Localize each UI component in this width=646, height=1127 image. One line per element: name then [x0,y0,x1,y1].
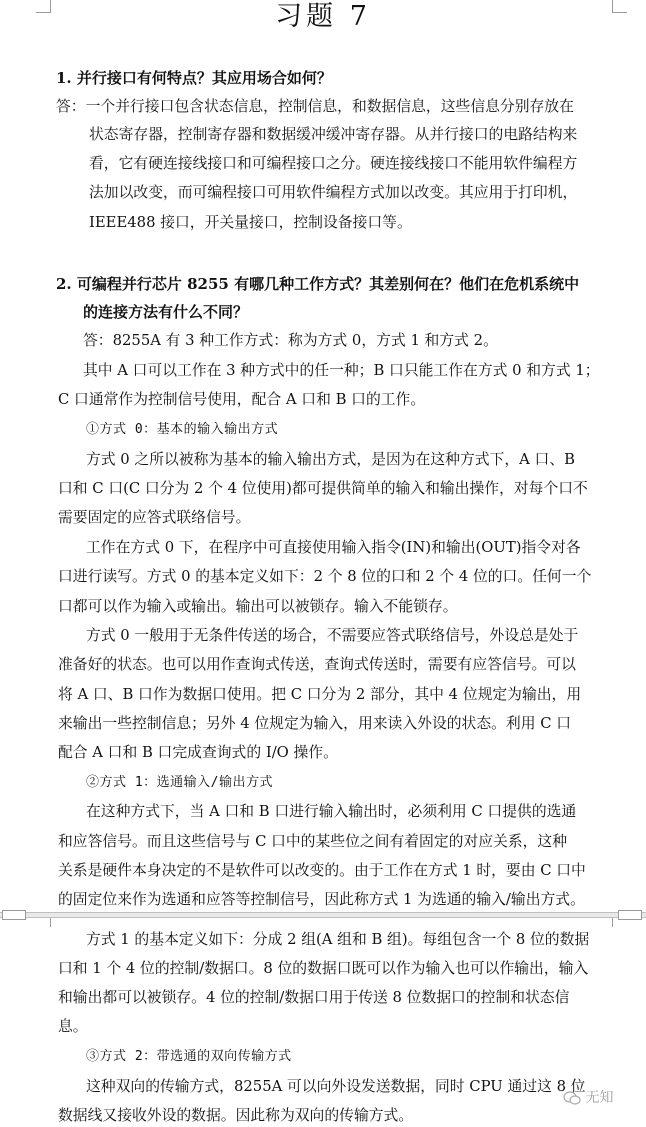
paragraph-line: 口进行读写。方式 0 的基本定义如下：2 个 8 位的口和 2 个 4 位的口。任何一个 [58,568,592,585]
paragraph-line: 将 A 口、B 口作为数据口使用。把 C 口分为 2 部分，其中 4 位规定为输出，用 [58,686,582,703]
paragraph-line: 答：8255A 有 3 种工作方式：称为方式 0，方式 1 和方式 2。 [83,332,498,349]
page-title: 习题 7 [275,1,371,32]
paragraph-line: 这种双向的传输方式，8255A 可以向外设发送数据，同时 CPU 通过这 8 位 [86,1078,586,1095]
paragraph-line: 方式 0 一般用于无条件传送的场合，不需要应答式联络信号，外设总是处于 [86,627,579,644]
question-2: 2. 可编程并行芯片 8255 有哪几种工作方式？其差别何在？他们在危机系统中 [56,275,580,293]
page-break-tab [618,910,642,920]
answer-1-line: IEEE488 接口，开关量接口，控制设备接口等。 [89,214,412,231]
paragraph-line: 和应答信号。而且这些信号与 C 口中的某些位之间有着固定的对应关系，这种 [58,833,568,850]
paragraph-line: 工作在方式 0 下，在程序中可直接使用输入指令(IN)和输出(OUT)指令对各 [86,539,581,556]
paragraph-line: 方式 1 的基本定义如下：分成 2 组(A 组和 B 组)。每组包含一个 8 位的数据 [86,931,590,948]
subheading-mode-2: ③方式 2：带选通的双向传输方式 [86,1049,292,1064]
page-break-tab [2,910,26,920]
paragraph-line: C 口通常作为控制信号使用，配合 A 口和 B 口的工作。 [58,391,426,408]
paragraph-line: 和输出都可以被锁存。4 位的控制/数据口用于传送 8 位数据口的控制和状态信 [58,989,570,1006]
watermark-text: 无知 [585,1090,614,1106]
page-break [0,912,646,918]
answer-1-line: 答：一个并行接口包含状态信息，控制信息，和数据信息，这些信息分别存放在 [56,98,574,115]
paragraph-line: 准备好的状态。也可以用作查询式传送，查询式传送时，需要有应答信号。可以 [58,656,576,673]
paragraph-line: 息。 [58,1018,88,1035]
paragraph-line: 方式 0 之所以被称为基本的输入输出方式，是因为在这种方式下，A 口、B [86,451,575,468]
paragraph-line: 的固定位来作为选通和应答等控制信号，因此称方式 1 为选通的输入/输出方式。 [58,891,585,908]
subheading-mode-0: ①方式 0：基本的输入输出方式 [86,422,279,437]
wechat-logo-icon [563,1091,581,1105]
paragraph-line: 口和 1 个 4 位的控制/数据口。8 位的数据口既可以作为输入也可以作输出，输入 [58,960,589,977]
paragraph-line: 需要固定的应答式联络信号。 [58,509,251,526]
answer-1-line: 法加以改变，而可编程接口可用软件编程方式加以改变。其应用于打印机， [89,184,578,201]
paragraph-line: 关系是硬件本身决定的不是软件可以改变的。由于工作在方式 1 时，要由 C 口中 [58,862,586,879]
paragraph-line: 数据线又接收外设的数据。因此称为双向的传输方式。 [58,1107,414,1124]
question-2-cont: 的连接方法有什么不同？ [83,303,249,321]
paragraph-line: 来输出一些控制信息；另外 4 位规定为输入，用来读入外设的状态。利用 C 口 [58,715,572,732]
answer-1-line: 状态寄存器，控制寄存器和数据缓冲缓冲寄存器。从并行接口的电路结构来 [89,126,578,143]
paragraph-line: 在这种方式下，当 A 口和 B 口进行输入输出时，必须利用 C 口提供的选通 [86,803,577,820]
paragraph-line: 其中 A 口可以工作在 3 种方式中的任一种；B 口只能工作在方式 0 和方式 1； [83,362,600,379]
answer-1-line: 看，它有硬连接线接口和可编程接口之分。硬连接线接口不能用软件编程方 [89,155,578,172]
subheading-mode-1: ②方式 1：选通输入/输出方式 [86,775,273,790]
paragraph-line: 配合 A 口和 B 口完成查询式的 I/O 操作。 [58,744,338,761]
paragraph-line: 口和 C 口(C 口分为 2 个 4 位使用)都可提供简单的输入和输出操作，对每个口不 [58,480,588,497]
question-1: 1. 并行接口有何特点？其应用场合如何？ [56,69,332,87]
watermark [563,1087,633,1107]
paragraph-line: 口都可以作为输入或输出。输出可以被锁存。输入不能锁存。 [58,598,458,615]
